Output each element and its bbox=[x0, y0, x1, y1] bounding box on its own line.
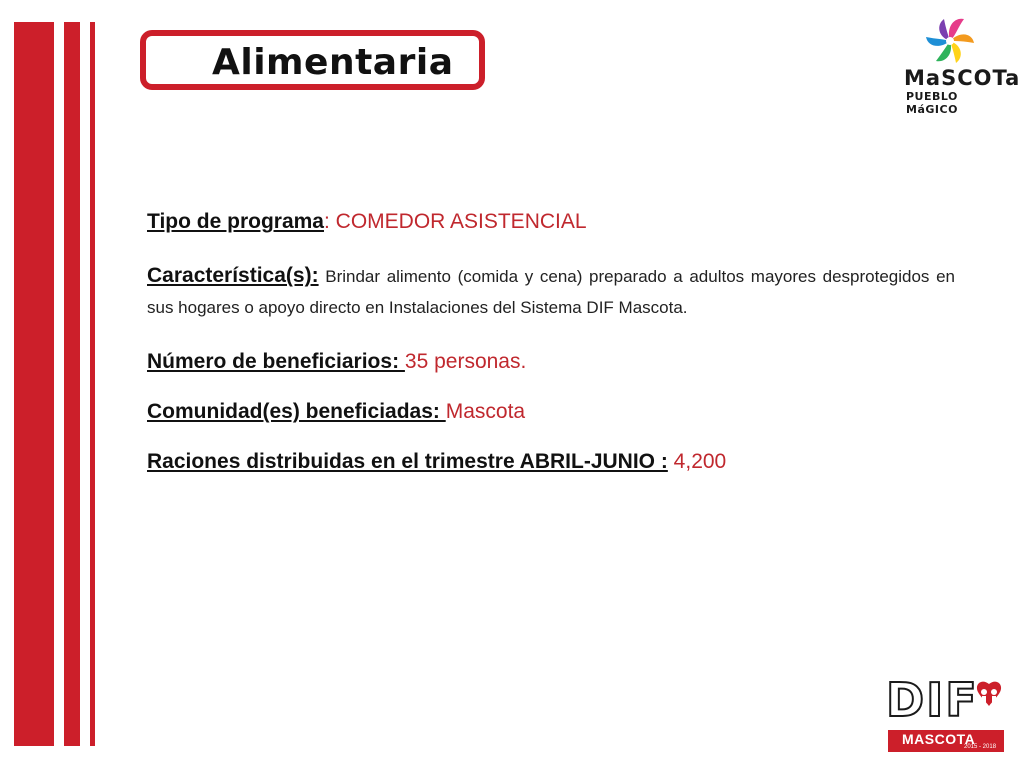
logo-subtitle: PUEBLO MáGICO bbox=[906, 90, 958, 116]
beneficiaries-row bbox=[147, 350, 955, 374]
program-type-row bbox=[147, 210, 955, 234]
beneficiaries-value: 35 personas. bbox=[404, 350, 527, 373]
characteristics-label: Característica(s): bbox=[147, 264, 319, 287]
program-type-label: Tipo de programa bbox=[147, 210, 324, 233]
beneficiaries-label: Número de beneficiarios: bbox=[147, 350, 405, 373]
dif-mascota-logo bbox=[886, 673, 1012, 760]
decorative-stripe-medium bbox=[64, 22, 80, 746]
program-type-separator: : bbox=[323, 210, 330, 233]
dif-years: 2015 - 2018 bbox=[964, 744, 997, 750]
dif-bar-label: MASCOTA bbox=[902, 731, 976, 747]
logo-name: MaSCOTa bbox=[904, 66, 1021, 90]
slide-title: Alimentaria bbox=[212, 42, 454, 83]
characteristics-value: Brindar alimento (comida y cena) preparado a adultos mayores desprotegidos en sus hogares o apoyo directo en Instalaciones del Sistema DIF Mascota. bbox=[147, 267, 955, 317]
rations-value: 4,200 bbox=[667, 450, 727, 473]
characteristics-row bbox=[147, 260, 955, 324]
dif-name-bar bbox=[888, 730, 1004, 752]
communities-value: Mascota bbox=[445, 400, 526, 423]
rations-row bbox=[147, 450, 955, 474]
program-details bbox=[147, 210, 955, 500]
communities-label: Comunidad(es) beneficiadas: bbox=[147, 400, 446, 423]
flower-logo-icon bbox=[922, 16, 978, 66]
decorative-stripe-wide bbox=[14, 22, 54, 746]
family-figure-icon bbox=[974, 680, 1004, 720]
program-type-value: COMEDOR ASISTENCIAL bbox=[329, 210, 587, 233]
communities-row bbox=[147, 400, 955, 424]
dif-logo-text: DIF bbox=[886, 673, 979, 727]
decorative-stripe-thin bbox=[90, 22, 95, 746]
rations-label: Raciones distribuidas en el trimestre ABRIL-JUNIO : bbox=[147, 450, 668, 473]
mascota-pueblo-magico-logo bbox=[898, 14, 1021, 116]
